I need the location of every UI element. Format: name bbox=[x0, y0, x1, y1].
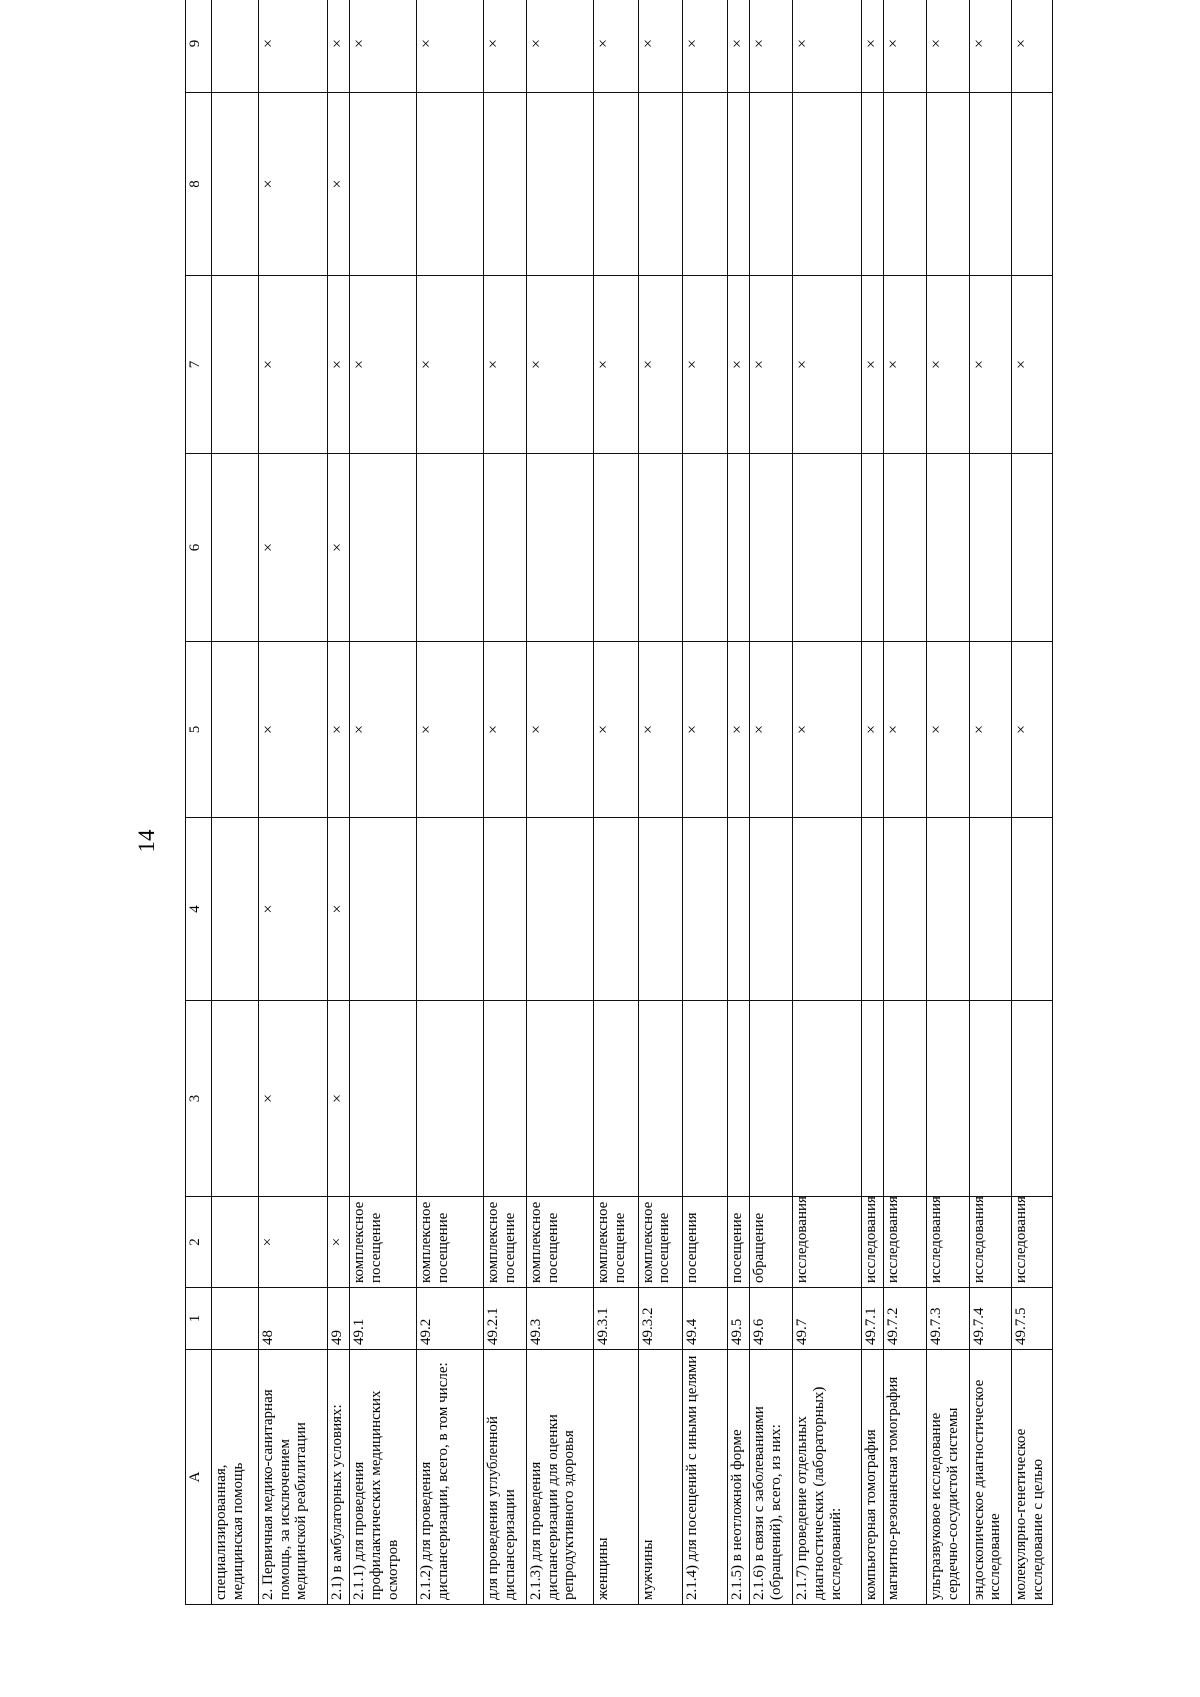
table-cell-value-col-9: × bbox=[484, 0, 527, 93]
table-cell-value-col-7: × bbox=[1012, 276, 1053, 454]
table-cell-row-code: 49.3.1 bbox=[593, 1288, 638, 1350]
table-body bbox=[212, 0, 1053, 1605]
table-cell-unit-of-measure: исследования bbox=[862, 1197, 884, 1288]
table-cell-value-col-4: × bbox=[327, 818, 349, 1001]
table-cell-value-col-7: × bbox=[258, 276, 327, 454]
table-cell-value-col-5: × bbox=[638, 642, 683, 818]
table-cell-row-label: 2.1.3) для проведения диспансеризации для оценки репродуктивного здоровья bbox=[526, 1350, 593, 1605]
table-cell-row-label: специализированная, медицинская помощь bbox=[212, 1350, 259, 1605]
table-cell-value-col-8: × bbox=[258, 93, 327, 276]
table-cell-value-col-3 bbox=[350, 1001, 417, 1197]
table-cell-value-col-6 bbox=[750, 454, 793, 642]
table-cell-value-col-5: × bbox=[683, 642, 728, 818]
table-cell-row-code: 49.7 bbox=[792, 1288, 861, 1350]
column-header-3: 3 bbox=[186, 1001, 212, 1197]
table-cell-row-label: 2.1.2) для проведения диспансеризации, всего, в том числе: bbox=[417, 1350, 484, 1605]
table-cell-value-col-3 bbox=[727, 1001, 749, 1197]
table-cell-value-col-8 bbox=[212, 93, 259, 276]
table-cell-value-col-9: × bbox=[638, 0, 683, 93]
table-cell-unit-of-measure: исследования bbox=[1012, 1197, 1053, 1288]
column-header-1: 1 bbox=[186, 1288, 212, 1350]
table-cell-value-col-6 bbox=[526, 454, 593, 642]
table-cell-value-col-9: × bbox=[417, 0, 484, 93]
table-cell-value-col-8 bbox=[792, 93, 861, 276]
table-cell-value-col-3: × bbox=[258, 1001, 327, 1197]
table-cell-value-col-4 bbox=[526, 818, 593, 1001]
table-cell-row-label: ультразвуковое исследование сердечно-сосудистой системы bbox=[927, 1350, 970, 1605]
table-cell-value-col-5: × bbox=[969, 642, 1012, 818]
table-cell-row-label: женщины bbox=[593, 1350, 638, 1605]
table-cell-value-col-4 bbox=[884, 818, 927, 1001]
table-cell-value-col-7: × bbox=[727, 276, 749, 454]
table-cell-value-col-6 bbox=[969, 454, 1012, 642]
table-cell-value-col-5: × bbox=[727, 642, 749, 818]
page-number: 14 bbox=[134, 829, 159, 853]
column-header-a: А bbox=[186, 1350, 212, 1605]
table-cell-value-col-8 bbox=[1012, 93, 1053, 276]
table-cell-unit-of-measure: комплексное посещение bbox=[484, 1197, 527, 1288]
table-row bbox=[750, 0, 793, 1605]
table-cell-row-label: компьютерная томография bbox=[862, 1350, 884, 1605]
table-cell-value-col-6 bbox=[350, 454, 417, 642]
table-cell-row-label: эндоскопическое диагностическое исследование bbox=[969, 1350, 1012, 1605]
table-cell-value-col-6: × bbox=[258, 454, 327, 642]
table-cell-value-col-3 bbox=[750, 1001, 793, 1197]
table-cell-value-col-7: × bbox=[327, 276, 349, 454]
table-cell-value-col-9: × bbox=[350, 0, 417, 93]
table-cell-value-col-3: × bbox=[327, 1001, 349, 1197]
table-cell-value-col-6 bbox=[683, 454, 728, 642]
table-cell-row-code: 49.7.3 bbox=[927, 1288, 970, 1350]
table-cell-value-col-9 bbox=[212, 0, 259, 93]
table-cell-value-col-3 bbox=[1012, 1001, 1053, 1197]
table-cell-value-col-5: × bbox=[593, 642, 638, 818]
table-cell-value-col-8 bbox=[417, 93, 484, 276]
table-cell-row-code: 49.6 bbox=[750, 1288, 793, 1350]
table-cell-value-col-7: × bbox=[884, 276, 927, 454]
table-cell-value-col-8 bbox=[884, 93, 927, 276]
table-cell-value-col-5: × bbox=[526, 642, 593, 818]
table-cell-value-col-3 bbox=[884, 1001, 927, 1197]
table-cell-row-code: 49.7.5 bbox=[1012, 1288, 1053, 1350]
table-cell-value-col-8: × bbox=[327, 93, 349, 276]
table-cell-value-col-7: × bbox=[638, 276, 683, 454]
column-header-9: 9 bbox=[186, 0, 212, 93]
table-row bbox=[212, 0, 259, 1605]
table-cell-value-col-9: × bbox=[327, 0, 349, 93]
table-cell-unit-of-measure: обращение bbox=[750, 1197, 793, 1288]
table-cell-row-label: мужчины bbox=[638, 1350, 683, 1605]
table-cell-value-col-6 bbox=[884, 454, 927, 642]
table-cell-value-col-6 bbox=[484, 454, 527, 642]
table-row bbox=[969, 0, 1012, 1605]
table-cell-unit-of-measure: комплексное посещение bbox=[526, 1197, 593, 1288]
table-cell-row-label: 2.1.6) в связи с заболеваниями (обращений), всего, из них: bbox=[750, 1350, 793, 1605]
table-cell-value-col-8 bbox=[750, 93, 793, 276]
column-header-7: 7 bbox=[186, 276, 212, 454]
column-header-6: 6 bbox=[186, 454, 212, 642]
table-cell-value-col-3 bbox=[969, 1001, 1012, 1197]
table-row bbox=[727, 0, 749, 1605]
table-cell-value-col-5: × bbox=[862, 642, 884, 818]
table-cell-value-col-4 bbox=[484, 818, 527, 1001]
table-cell-value-col-3 bbox=[212, 1001, 259, 1197]
table-cell-value-col-5: × bbox=[484, 642, 527, 818]
table-cell-unit-of-measure: посещение bbox=[727, 1197, 749, 1288]
table-cell-row-label: 2.1.1) для проведения профилактических медицинских осмотров bbox=[350, 1350, 417, 1605]
table-cell-value-col-5 bbox=[212, 642, 259, 818]
table-cell-value-col-9: × bbox=[884, 0, 927, 93]
table-cell-value-col-9: × bbox=[258, 0, 327, 93]
table-cell-unit-of-measure: исследования bbox=[927, 1197, 970, 1288]
table-cell-value-col-8 bbox=[593, 93, 638, 276]
table-cell-value-col-3 bbox=[683, 1001, 728, 1197]
table-cell-value-col-4 bbox=[792, 818, 861, 1001]
table-cell-value-col-3 bbox=[417, 1001, 484, 1197]
table-cell-value-col-7 bbox=[212, 276, 259, 454]
table-row bbox=[350, 0, 417, 1605]
table-cell-row-code: 49.4 bbox=[683, 1288, 728, 1350]
table-cell-value-col-7: × bbox=[792, 276, 861, 454]
table-row bbox=[1012, 0, 1053, 1605]
table-cell-value-col-9: × bbox=[927, 0, 970, 93]
table-cell-row-label: 2.1.4) для посещений с иными целями bbox=[683, 1350, 728, 1605]
table-cell-value-col-6 bbox=[593, 454, 638, 642]
table-cell-value-col-4 bbox=[417, 818, 484, 1001]
table-cell-value-col-9: × bbox=[1012, 0, 1053, 93]
table-cell-value-col-9: × bbox=[750, 0, 793, 93]
table-cell-unit-of-measure: × bbox=[258, 1197, 327, 1288]
table-cell-row-code: 49.1 bbox=[350, 1288, 417, 1350]
table-cell-row-label: магнитно-резонансная томография bbox=[884, 1350, 927, 1605]
table-cell-unit-of-measure: исследования bbox=[969, 1197, 1012, 1288]
table-cell-value-col-7: × bbox=[417, 276, 484, 454]
table-cell-row-code: 49.3 bbox=[526, 1288, 593, 1350]
table-cell-value-col-6 bbox=[927, 454, 970, 642]
table-row bbox=[526, 0, 593, 1605]
table-cell-value-col-9: × bbox=[862, 0, 884, 93]
column-header-8: 8 bbox=[186, 93, 212, 276]
table-cell-row-label: для проведения углубленной диспансеризации bbox=[484, 1350, 527, 1605]
table-cell-value-col-4 bbox=[683, 818, 728, 1001]
table-cell-value-col-4 bbox=[638, 818, 683, 1001]
table-row bbox=[884, 0, 927, 1605]
table-cell-row-code: 48 bbox=[258, 1288, 327, 1350]
table-cell-unit-of-measure: комплексное посещение bbox=[350, 1197, 417, 1288]
table-cell-value-col-8 bbox=[638, 93, 683, 276]
table-row bbox=[258, 0, 327, 1605]
table-cell-row-code bbox=[212, 1288, 259, 1350]
table-cell-row-code: 49.7.2 bbox=[884, 1288, 927, 1350]
table-cell-value-col-8 bbox=[683, 93, 728, 276]
table-cell-unit-of-measure: × bbox=[327, 1197, 349, 1288]
table-cell-value-col-7: × bbox=[750, 276, 793, 454]
table-cell-value-col-6 bbox=[727, 454, 749, 642]
table-cell-value-col-5: × bbox=[927, 642, 970, 818]
table-cell-value-col-7: × bbox=[526, 276, 593, 454]
table-cell-value-col-9: × bbox=[683, 0, 728, 93]
table-cell-value-col-6 bbox=[638, 454, 683, 642]
table-cell-value-col-5: × bbox=[258, 642, 327, 818]
table-cell-row-label: 2.1) в амбулаторных условиях: bbox=[327, 1350, 349, 1605]
table-cell-value-col-9: × bbox=[792, 0, 861, 93]
table-cell-value-col-4 bbox=[212, 818, 259, 1001]
table-cell-value-col-6 bbox=[792, 454, 861, 642]
table-row bbox=[792, 0, 861, 1605]
table-cell-value-col-8 bbox=[862, 93, 884, 276]
table-cell-value-col-3 bbox=[593, 1001, 638, 1197]
table-cell-value-col-6 bbox=[417, 454, 484, 642]
table-row bbox=[417, 0, 484, 1605]
table-cell-value-col-4 bbox=[727, 818, 749, 1001]
table-row bbox=[327, 0, 349, 1605]
table-cell-row-label: молекулярно-генетическое исследование с целью bbox=[1012, 1350, 1053, 1605]
table-row bbox=[927, 0, 970, 1605]
table-cell-row-code: 49.3.2 bbox=[638, 1288, 683, 1350]
column-header-4: 4 bbox=[186, 818, 212, 1001]
header-row bbox=[186, 0, 212, 1605]
table-cell-value-col-6 bbox=[862, 454, 884, 642]
table-cell-unit-of-measure: посещения bbox=[683, 1197, 728, 1288]
table-cell-value-col-5: × bbox=[327, 642, 349, 818]
table-cell-unit-of-measure: исследования bbox=[792, 1197, 861, 1288]
rotated-table-container bbox=[185, 38, 1053, 1605]
table-cell-value-col-9: × bbox=[969, 0, 1012, 93]
table-cell-value-col-6 bbox=[1012, 454, 1053, 642]
table-cell-value-col-3 bbox=[638, 1001, 683, 1197]
table-cell-value-col-8 bbox=[727, 93, 749, 276]
column-header-5: 5 bbox=[186, 642, 212, 818]
table-cell-value-col-4 bbox=[969, 818, 1012, 1001]
table-cell-value-col-4 bbox=[1012, 818, 1053, 1001]
table-row bbox=[484, 0, 527, 1605]
table-cell-value-col-7: × bbox=[593, 276, 638, 454]
table-cell-value-col-5: × bbox=[884, 642, 927, 818]
table-cell-value-col-4: × bbox=[258, 818, 327, 1001]
table-row bbox=[593, 0, 638, 1605]
table-cell-value-col-4 bbox=[862, 818, 884, 1001]
table-cell-value-col-7: × bbox=[969, 276, 1012, 454]
table-cell-value-col-7: × bbox=[927, 276, 970, 454]
table-cell-value-col-6 bbox=[212, 454, 259, 642]
table-cell-value-col-9: × bbox=[593, 0, 638, 93]
column-header-2: 2 bbox=[186, 1197, 212, 1288]
table-cell-unit-of-measure: исследования bbox=[884, 1197, 927, 1288]
data-table bbox=[185, 0, 1053, 1605]
table-cell-value-col-7: × bbox=[862, 276, 884, 454]
table-cell-value-col-4 bbox=[750, 818, 793, 1001]
table-cell-row-code: 49.7.1 bbox=[862, 1288, 884, 1350]
table-cell-row-code: 49 bbox=[327, 1288, 349, 1350]
table-cell-value-col-4 bbox=[593, 818, 638, 1001]
table-cell-value-col-9: × bbox=[727, 0, 749, 93]
table-cell-row-code: 49.2 bbox=[417, 1288, 484, 1350]
table-cell-value-col-8 bbox=[350, 93, 417, 276]
table-row bbox=[862, 0, 884, 1605]
table-cell-value-col-5: × bbox=[1012, 642, 1053, 818]
table-cell-value-col-3 bbox=[927, 1001, 970, 1197]
table-cell-row-code: 49.2.1 bbox=[484, 1288, 527, 1350]
table-cell-value-col-8 bbox=[526, 93, 593, 276]
table-cell-value-col-3 bbox=[484, 1001, 527, 1197]
table-cell-value-col-6: × bbox=[327, 454, 349, 642]
table-cell-value-col-7: × bbox=[484, 276, 527, 454]
table-cell-value-col-3 bbox=[862, 1001, 884, 1197]
table-cell-value-col-8 bbox=[484, 93, 527, 276]
table-cell-row-label: 2.1.7) проведение отдельных диагностических (лабораторных) исследований: bbox=[792, 1350, 861, 1605]
table-cell-row-code: 49.5 bbox=[727, 1288, 749, 1350]
table-cell-value-col-4 bbox=[350, 818, 417, 1001]
table-row bbox=[638, 0, 683, 1605]
table-cell-value-col-5: × bbox=[350, 642, 417, 818]
table-cell-row-code: 49.7.4 bbox=[969, 1288, 1012, 1350]
table-cell-value-col-5: × bbox=[417, 642, 484, 818]
table-cell-value-col-3 bbox=[526, 1001, 593, 1197]
table-cell-value-col-5: × bbox=[792, 642, 861, 818]
table-cell-row-label: 2. Первичная медико-санитарная помощь, за исключением медицинской реабилитации bbox=[258, 1350, 327, 1605]
table-cell-row-label: 2.1.5) в неотложной форме bbox=[727, 1350, 749, 1605]
table-row bbox=[683, 0, 728, 1605]
table-cell-unit-of-measure: комплексное посещение bbox=[638, 1197, 683, 1288]
table-cell-value-col-3 bbox=[792, 1001, 861, 1197]
table-cell-value-col-7: × bbox=[350, 276, 417, 454]
table-cell-value-col-4 bbox=[927, 818, 970, 1001]
table-cell-unit-of-measure: комплексное посещение bbox=[593, 1197, 638, 1288]
table-cell-value-col-7: × bbox=[683, 276, 728, 454]
table-cell-unit-of-measure: комплексное посещение bbox=[417, 1197, 484, 1288]
table-cell-unit-of-measure bbox=[212, 1197, 259, 1288]
table-cell-value-col-8 bbox=[969, 93, 1012, 276]
table-cell-value-col-9: × bbox=[526, 0, 593, 93]
table-cell-value-col-8 bbox=[927, 93, 970, 276]
table-cell-value-col-5: × bbox=[750, 642, 793, 818]
